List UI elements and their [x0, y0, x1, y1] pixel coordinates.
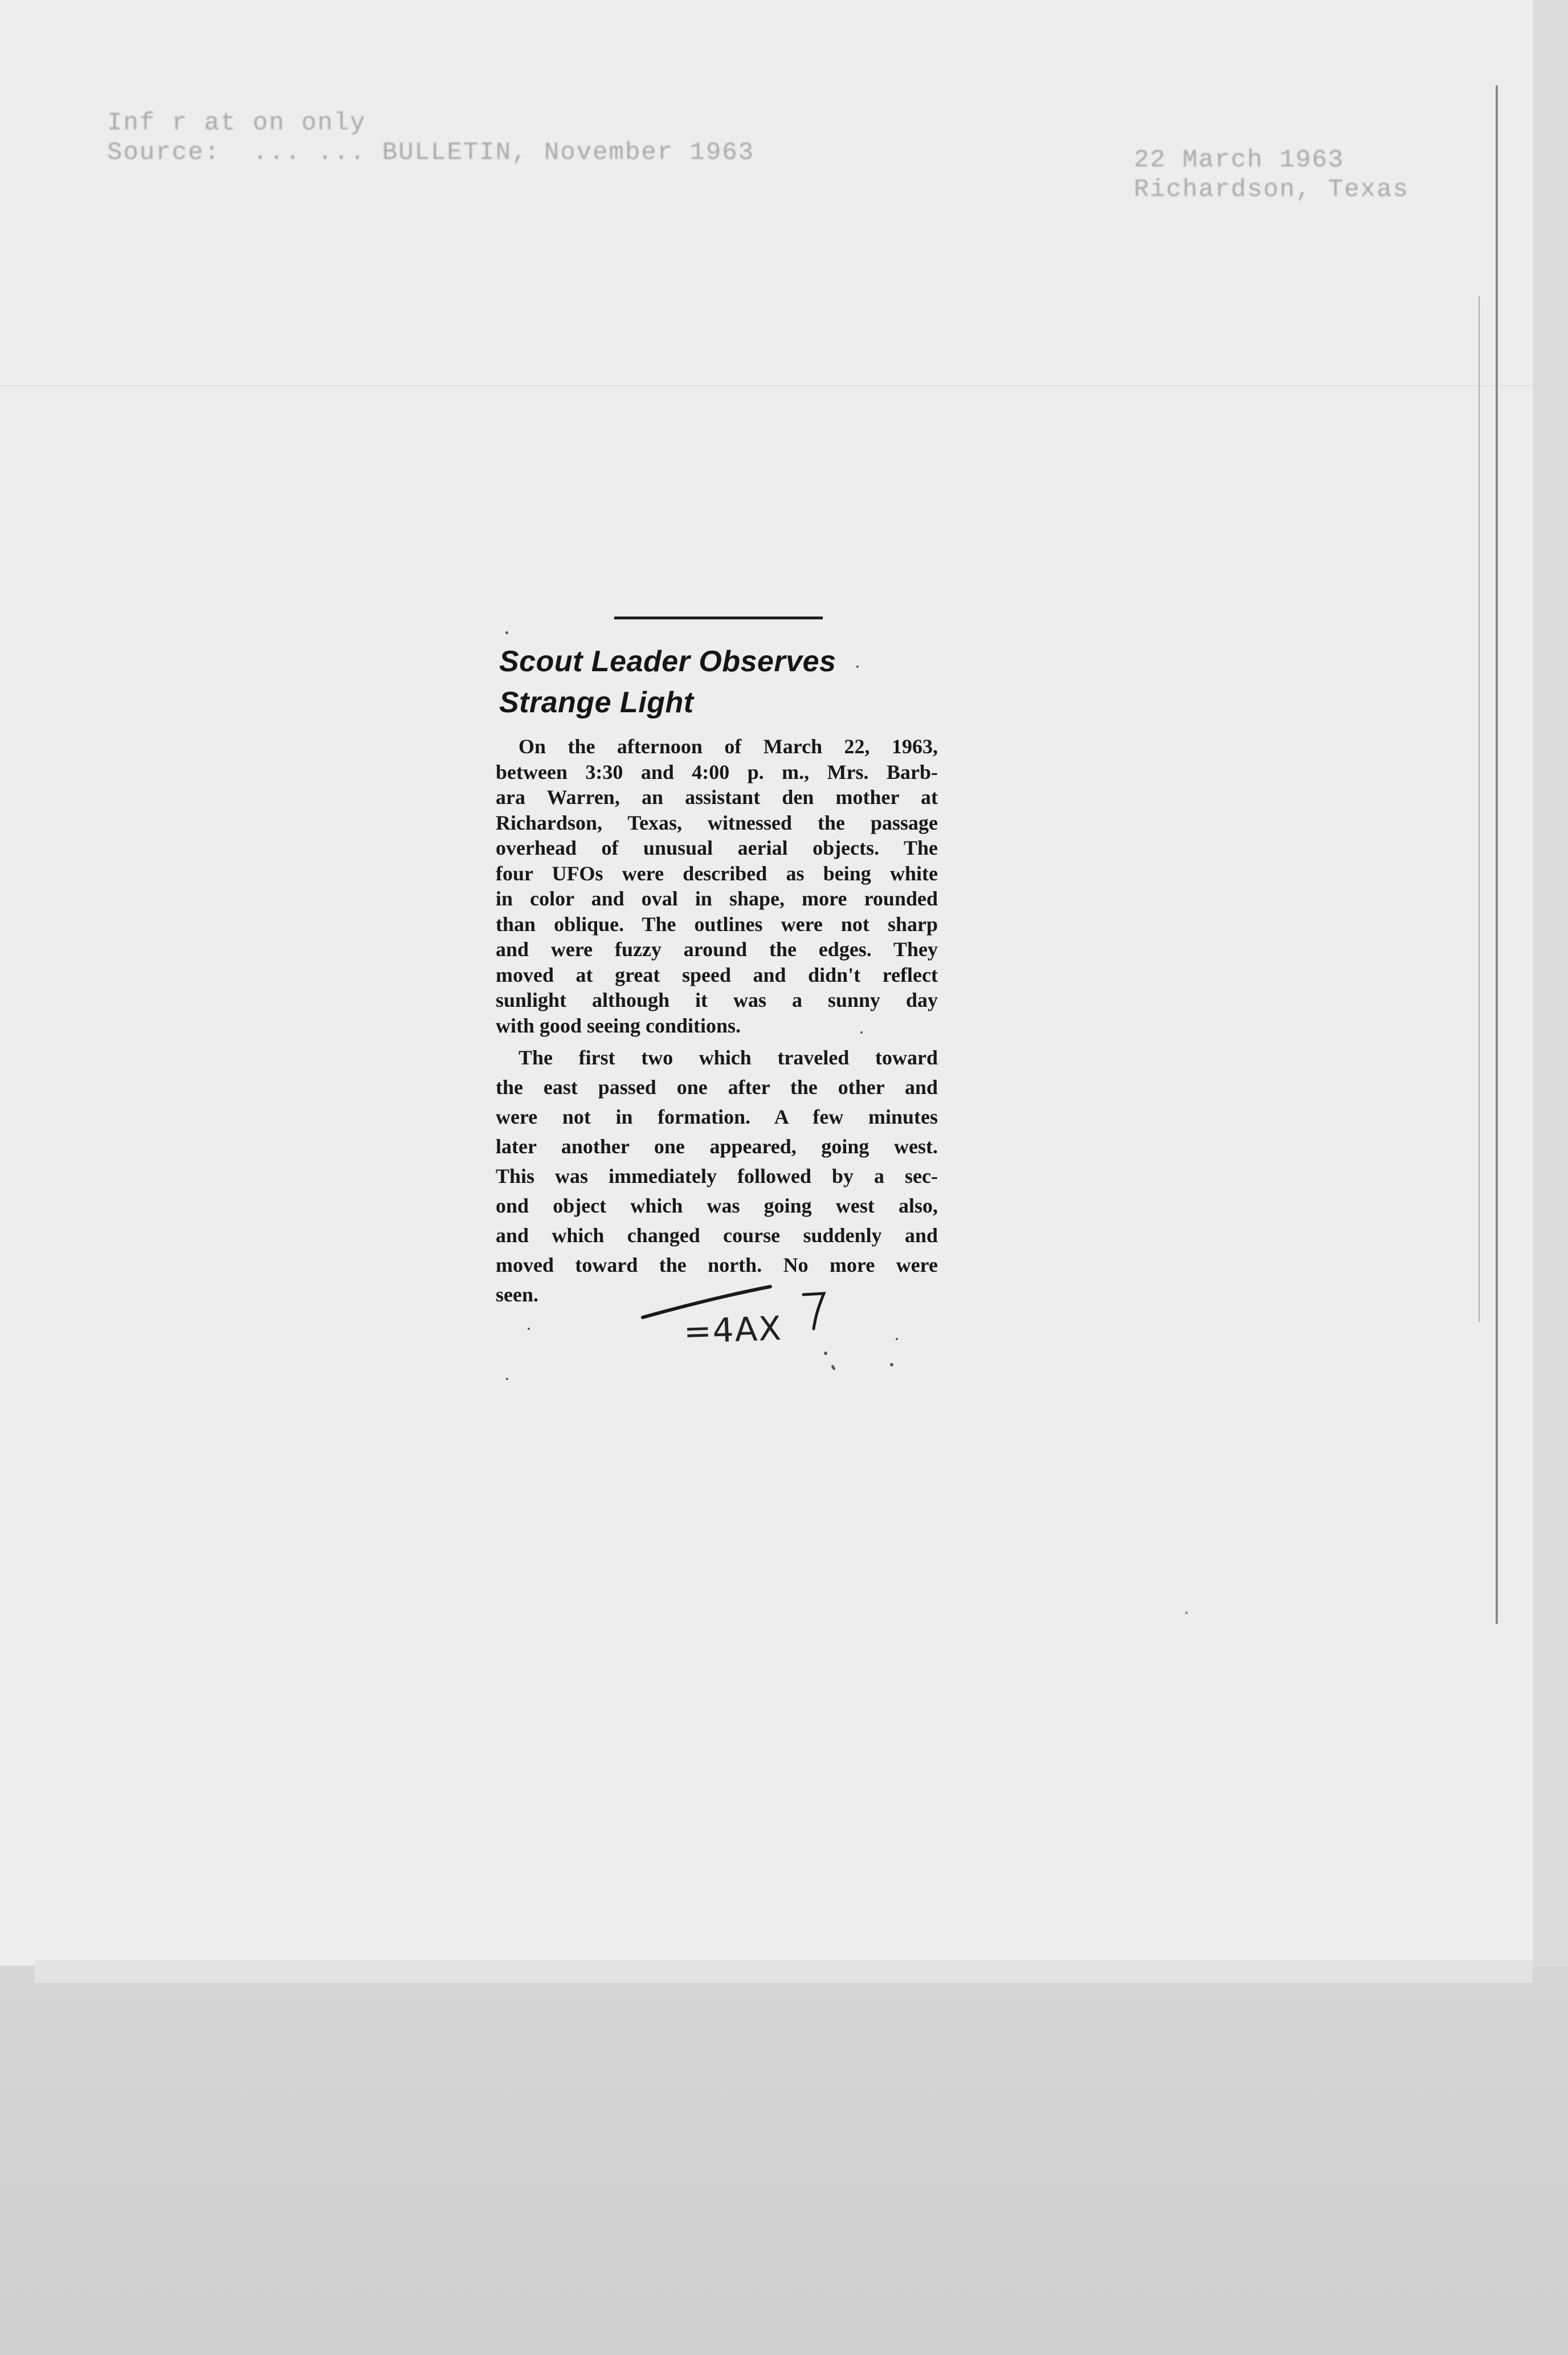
handwritten-note: =4AX	[683, 1309, 783, 1351]
text-line: between 3:30 and 4:00 p. m., Mrs. Barb-	[496, 760, 938, 783]
text-line: ond object which was going west also,	[496, 1194, 938, 1217]
typed-source-line: Source: ... ... BULLETIN, November 1963	[107, 138, 755, 167]
headline-line-2: Strange Light	[499, 686, 694, 719]
text-line: with good seeing conditions.	[496, 1014, 741, 1037]
ink-speck	[890, 1363, 893, 1366]
ink-speck	[528, 1328, 530, 1330]
text-line: sunlight although it was a sunny day	[496, 989, 938, 1011]
right-margin-line-inner	[1479, 296, 1480, 1322]
text-line: and which changed course suddenly and	[496, 1224, 938, 1247]
typed-source-header	[107, 108, 754, 168]
article-body	[496, 734, 938, 1309]
sheet-bottom-edge	[34, 1960, 1533, 1983]
text-line: and were fuzzy around the edges. They	[496, 938, 938, 961]
text-line: in color and oval in shape, more rounded	[496, 887, 938, 910]
article-paragraph-2	[496, 1043, 938, 1309]
text-line: Richardson, Texas, witnessed the passage	[496, 811, 938, 834]
background-surface	[0, 1966, 1568, 2355]
typed-date: 22 March 1963	[1134, 146, 1345, 174]
text-line: than oblique. The outlines were not sharp	[496, 912, 938, 936]
headline-line-1: Scout Leader Observes	[499, 645, 836, 678]
fold-line	[0, 385, 1533, 386]
article-paragraph-1	[496, 734, 938, 1038]
typed-info-line: Inf r at on only	[107, 109, 366, 137]
text-line: seen.	[496, 1283, 538, 1306]
text-line: moved at great speed and didn't reflect	[496, 963, 938, 986]
clipping-top-rule	[614, 617, 823, 619]
dust-speck	[1185, 1611, 1188, 1614]
ink-speck	[824, 1352, 827, 1355]
ink-speck	[860, 1031, 863, 1034]
text-line: the east passed one after the other and	[496, 1076, 938, 1099]
text-line: On the afternoon of March 22, 1963,	[518, 735, 938, 758]
typed-date-location	[1134, 145, 1409, 205]
text-line: moved toward the north. No more were	[496, 1254, 938, 1276]
article-headline	[499, 641, 932, 723]
ink-speck	[505, 631, 508, 634]
text-line: later another one appeared, going west.	[496, 1135, 938, 1158]
text-line: were not in formation. A few minutes	[496, 1105, 938, 1128]
ink-speck	[856, 666, 859, 668]
right-margin-line	[1496, 85, 1498, 1624]
text-line: This was immediately followed by a sec-	[496, 1165, 938, 1187]
text-line: overhead of unusual aerial objects. The	[496, 836, 938, 859]
typed-location: Richardson, Texas	[1134, 175, 1409, 204]
text-line: The first two which traveled toward	[518, 1046, 938, 1069]
text-line: four UFOs were described as being white	[496, 862, 938, 885]
text-line: ara Warren, an assistant den mother at	[496, 786, 938, 809]
ink-speck	[896, 1338, 898, 1340]
ink-speck	[506, 1378, 508, 1380]
